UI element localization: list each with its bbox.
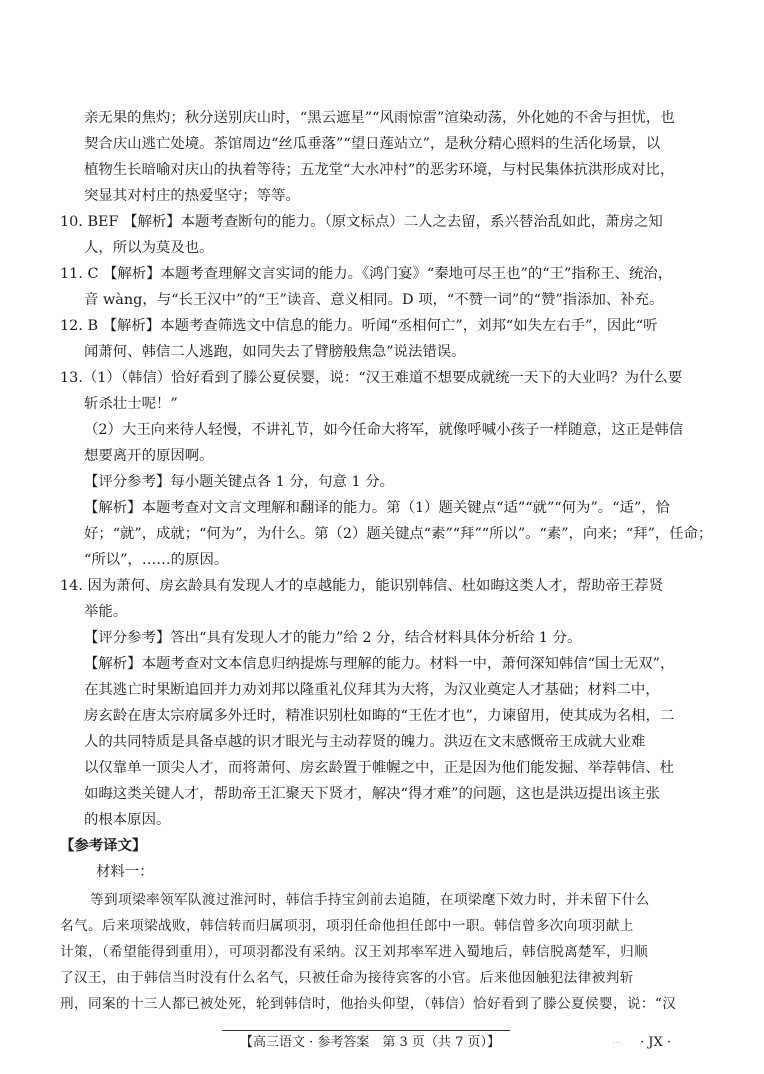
text-line: 以仅靠单一顶尖人才，而将萧何、房玄龄置于帷幄之中，正是因为他们能发掘、举荐韩信、杜 (84, 760, 675, 776)
translation-line: 刑，同案的十三人都已被处死，轮到韩信时，他抬头仰望，（韩信）恰好看到了滕公夏侯婴，说：“汉 (60, 996, 677, 1012)
text-line: 想要离开的原因啊。 (84, 448, 214, 464)
text-line: 举能。 (84, 604, 128, 620)
text-line: 如晦这类关键人才，帮助帝王汇聚天下贤才，解决“得才难”的问题，这也是洪迈提出该主张 (84, 786, 660, 802)
text-line: 在其逃亡时果断追回并力劝刘邦以隆重礼仪拜其为大将，为汉业奠定人才基础；材料二中， (84, 682, 660, 698)
text-line: 植物生长暗喻对庆山的执着等待；五龙堂“大水冲村”的恶劣环境，与村民集体抗洪形成对比， (84, 162, 675, 178)
text-line: 闻萧何、韩信二人逃跑，如同失去了臂膀般焦急”说法错误。 (84, 344, 466, 360)
answer-11: 11. C 【解析】本题考查理解文言实词的能力。《鸿门宴》“秦地可尽王也”的“王”指称王、统治， (60, 266, 673, 282)
scoring-note: 【评分参考】答出“具有发现人才的能力”给 2 分，结合材料具体分析给 1 分。 (84, 630, 582, 646)
footer-code: · JX · (640, 1035, 671, 1050)
answer-13: 13.（1）（韩信）恰好看到了滕公夏侯婴，说：“汉王难道不想要成就统一天下的大业吗？为什么要 (60, 370, 683, 386)
text-line: “所以”，……的原因。 (84, 552, 229, 568)
translation-line: 等到项梁率领军队渡过淮河时，韩信手持宝剑前去追随，在项梁麾下效力时，并未留下什么 (90, 892, 650, 908)
answer-12: 12. B 【解析】本题考查筛选文中信息的能力。听闻“丞相何亡”，刘邦“如失左右手”，因此“听 (60, 318, 658, 334)
text-line: （2）大王向来待人轻慢，不讲礼节，如今任命大将军，就像呼喊小孩子一样随意，这正是韩信 (84, 422, 684, 438)
answer-14: 14. 因为萧何、房玄龄具有发现人才的卓越能力，能识别韩信、杜如晦这类人才，帮助帝王荐贤 (60, 578, 664, 594)
translation-line: 了汉王，由于韩信当时没有什么名气，只被任命为接待宾客的小官。后来他因触犯法律被判斩 (60, 970, 634, 986)
text-line: 契合庆山逃亡处境。茶馆周边“丝瓜垂落”“望日莲站立”，是秋分精心照料的生活化场景，以 (84, 136, 661, 152)
scoring-note: 【评分参考】每小题关键点各 1 分，句意 1 分。 (84, 474, 395, 490)
text-line: 好；“就”，成就；“何为”，为什么。第（2）题关键点“素”“拜”“所以”。“素”，向来；“拜”，任命； (84, 526, 713, 542)
answer-10: 10. BEF 【解析】本题考查断句的能力。（原文标点）二人之去留，系兴替治乱如此，萧房之知 (60, 214, 663, 230)
analysis-14: 【解析】本题考查对文本信息归纳提炼与理解的能力。材料一中，萧何深知韩信“国士无双”， (84, 656, 675, 672)
text-line: 突显其对村庄的热爱坚守；等等。 (84, 188, 300, 204)
analysis-13: 【解析】本题考查对文言文理解和翻译的能力。第（1）题关键点“适”“就”“何为”。“适”，恰 (84, 500, 671, 516)
text-line: 斩杀壮士呢！” (84, 396, 178, 412)
text-line: 人的共同特质是具备卓越的识才眼光与主动荐贤的魄力。洪迈在文末感慨帝王成就大业难 (84, 734, 646, 750)
faint-mark: ... (612, 1036, 621, 1046)
material-one-label: 材料一： (96, 864, 154, 880)
text-line: 亲无果的焦灼；秋分送别庆山时，“黑云遮星”“风雨惊雷”渲染动荡，外化她的不舍与担忧，也 (84, 110, 675, 126)
page-footer: 【高三语文 · 参考答案 第 3 页（共 7 页）】 (240, 1035, 500, 1050)
reference-translation-heading: 【参考译文】 (60, 837, 147, 854)
text-line: 音 wàng，与“长王汉中”的“王”读音、意义相同。D 项，“不赞一词”的“赞”指添加、补充。 (84, 292, 664, 308)
translation-line: 名气。后来项梁战败，韩信转而归属项羽，项羽任命他担任郎中一职。韩信曾多次向项羽献上 (60, 918, 634, 934)
translation-line: 计策，（希望能得到重用），可项羽都没有采纳。汉王刘邦率军进入蜀地后，韩信脱离楚军，归顺 (60, 944, 649, 960)
text-line: 的根本原因。 (84, 812, 171, 828)
text-line: 人，所以为莫及也。 (84, 240, 214, 256)
text-line: 房玄龄在唐太宗府属多外迁时，精准识别杜如晦的“王佐才也”，力谏留用，使其成为名相，二 (84, 708, 675, 724)
